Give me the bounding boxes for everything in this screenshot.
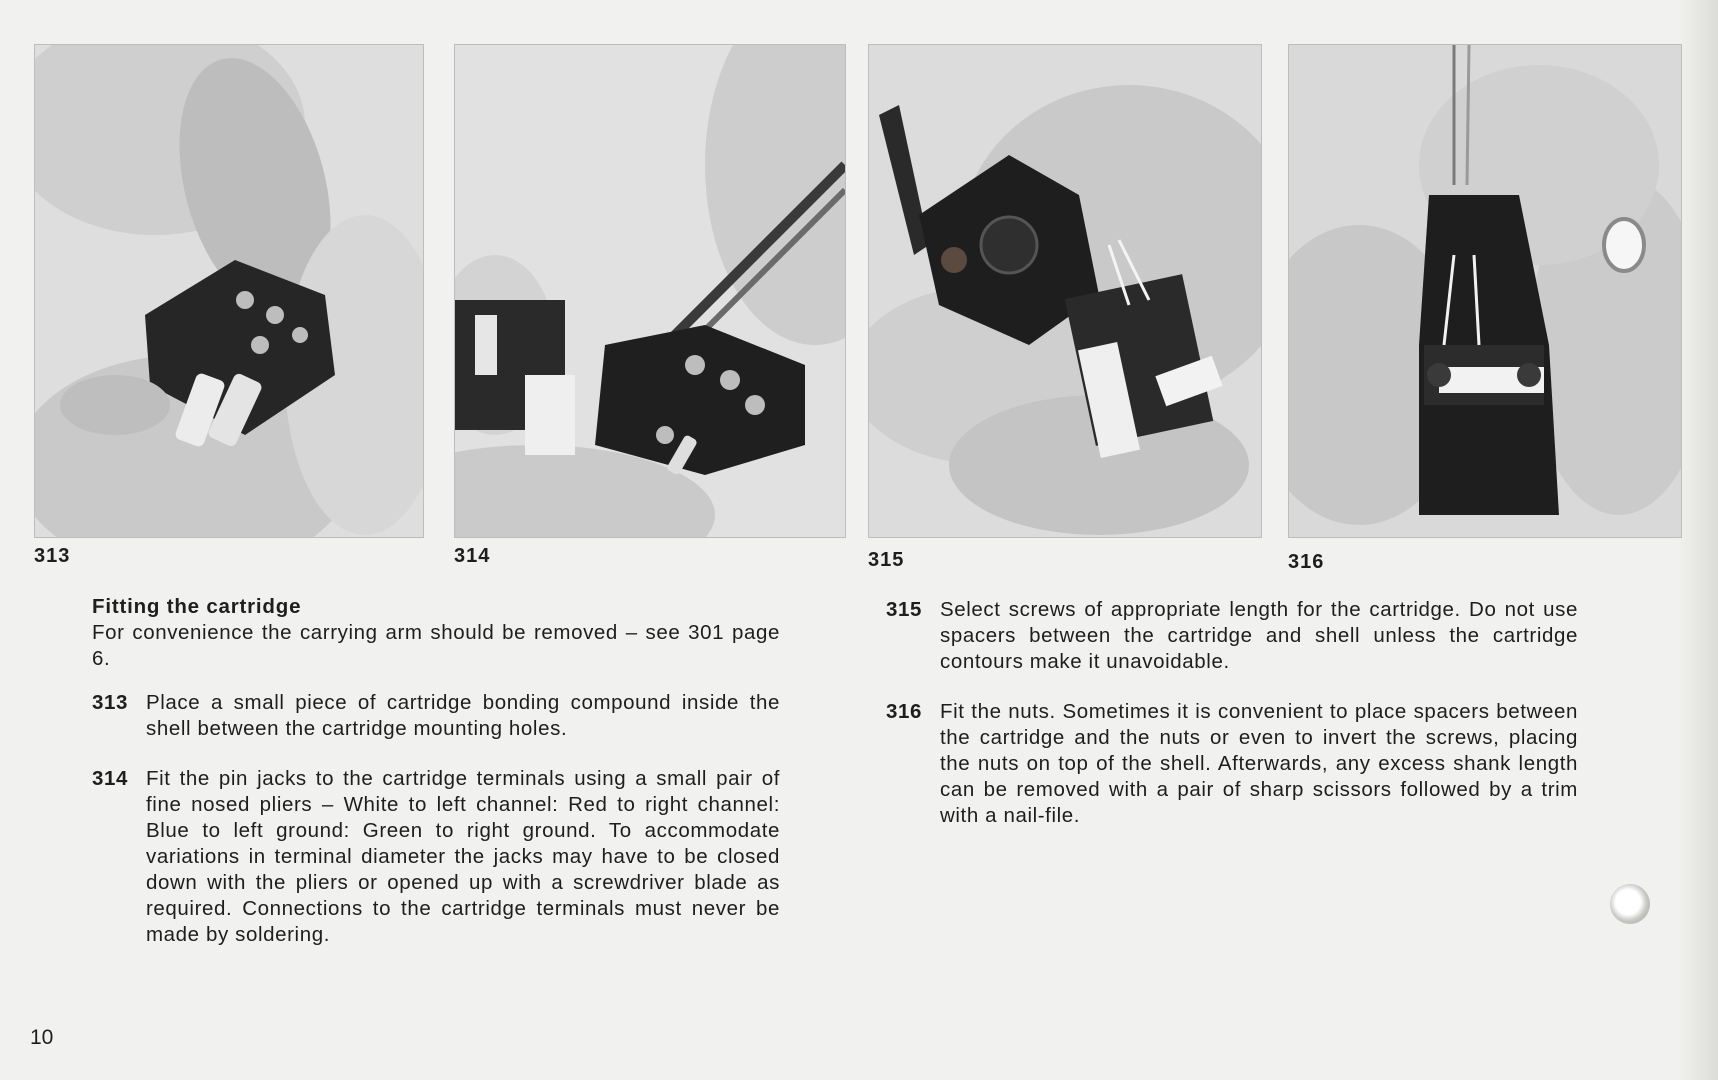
left-column xyxy=(92,594,780,948)
punch-hole xyxy=(1610,884,1650,924)
step-number: 316 xyxy=(886,700,923,723)
step-315 xyxy=(886,597,1578,675)
figure-number-315: 315 xyxy=(868,549,905,571)
step-number: 314 xyxy=(92,767,129,790)
figure-number-313: 313 xyxy=(34,545,71,567)
photo-316 xyxy=(1288,44,1682,538)
page-edge-shadow xyxy=(1678,0,1718,1080)
step-text: Select screws of appropriate length for the cartridge. Do not use spacers between the cartridge and shell unless the cartridge contours make it unavoidable. xyxy=(940,598,1578,673)
figure-number-314: 314 xyxy=(454,545,491,567)
step-313 xyxy=(92,690,780,742)
step-314 xyxy=(92,766,780,948)
photo-313 xyxy=(34,44,424,538)
step-text: Fit the pin jacks to the cartridge terminals using a small pair of fine nosed pliers – White to left channel: Red to right channel: Blue to left ground: Green to right ground. To accommodate variations in terminal diameter the jacks may have to be closed down with the pliers or opened up with a screwdriver blade as required. Connections to the cartridge terminals must never be made by soldering. xyxy=(146,767,780,946)
step-text: Place a small piece of cartridge bonding compound inside the shell between the cartridge mounting holes. xyxy=(146,691,780,740)
step-text: Fit the nuts. Sometimes it is convenient to place spacers between the cartridge and the nuts or even to invert the screws, placing the nuts on top of the shell. Afterwards, any excess shank length can be removed with a pair of sharp scissors followed by a trim with a nail-file. xyxy=(940,700,1578,827)
intro-paragraph: For convenience the carrying arm should be removed – see 301 page 6. xyxy=(92,621,780,670)
step-number: 315 xyxy=(886,598,923,621)
photo-315 xyxy=(868,44,1262,538)
page-number: 10 xyxy=(30,1026,54,1049)
step-number: 313 xyxy=(92,691,129,714)
photo-314 xyxy=(454,44,846,538)
section-title: Fitting the cartridge xyxy=(92,595,302,618)
figure-number-316: 316 xyxy=(1288,551,1325,573)
right-column xyxy=(886,597,1578,829)
step-316 xyxy=(886,699,1578,829)
